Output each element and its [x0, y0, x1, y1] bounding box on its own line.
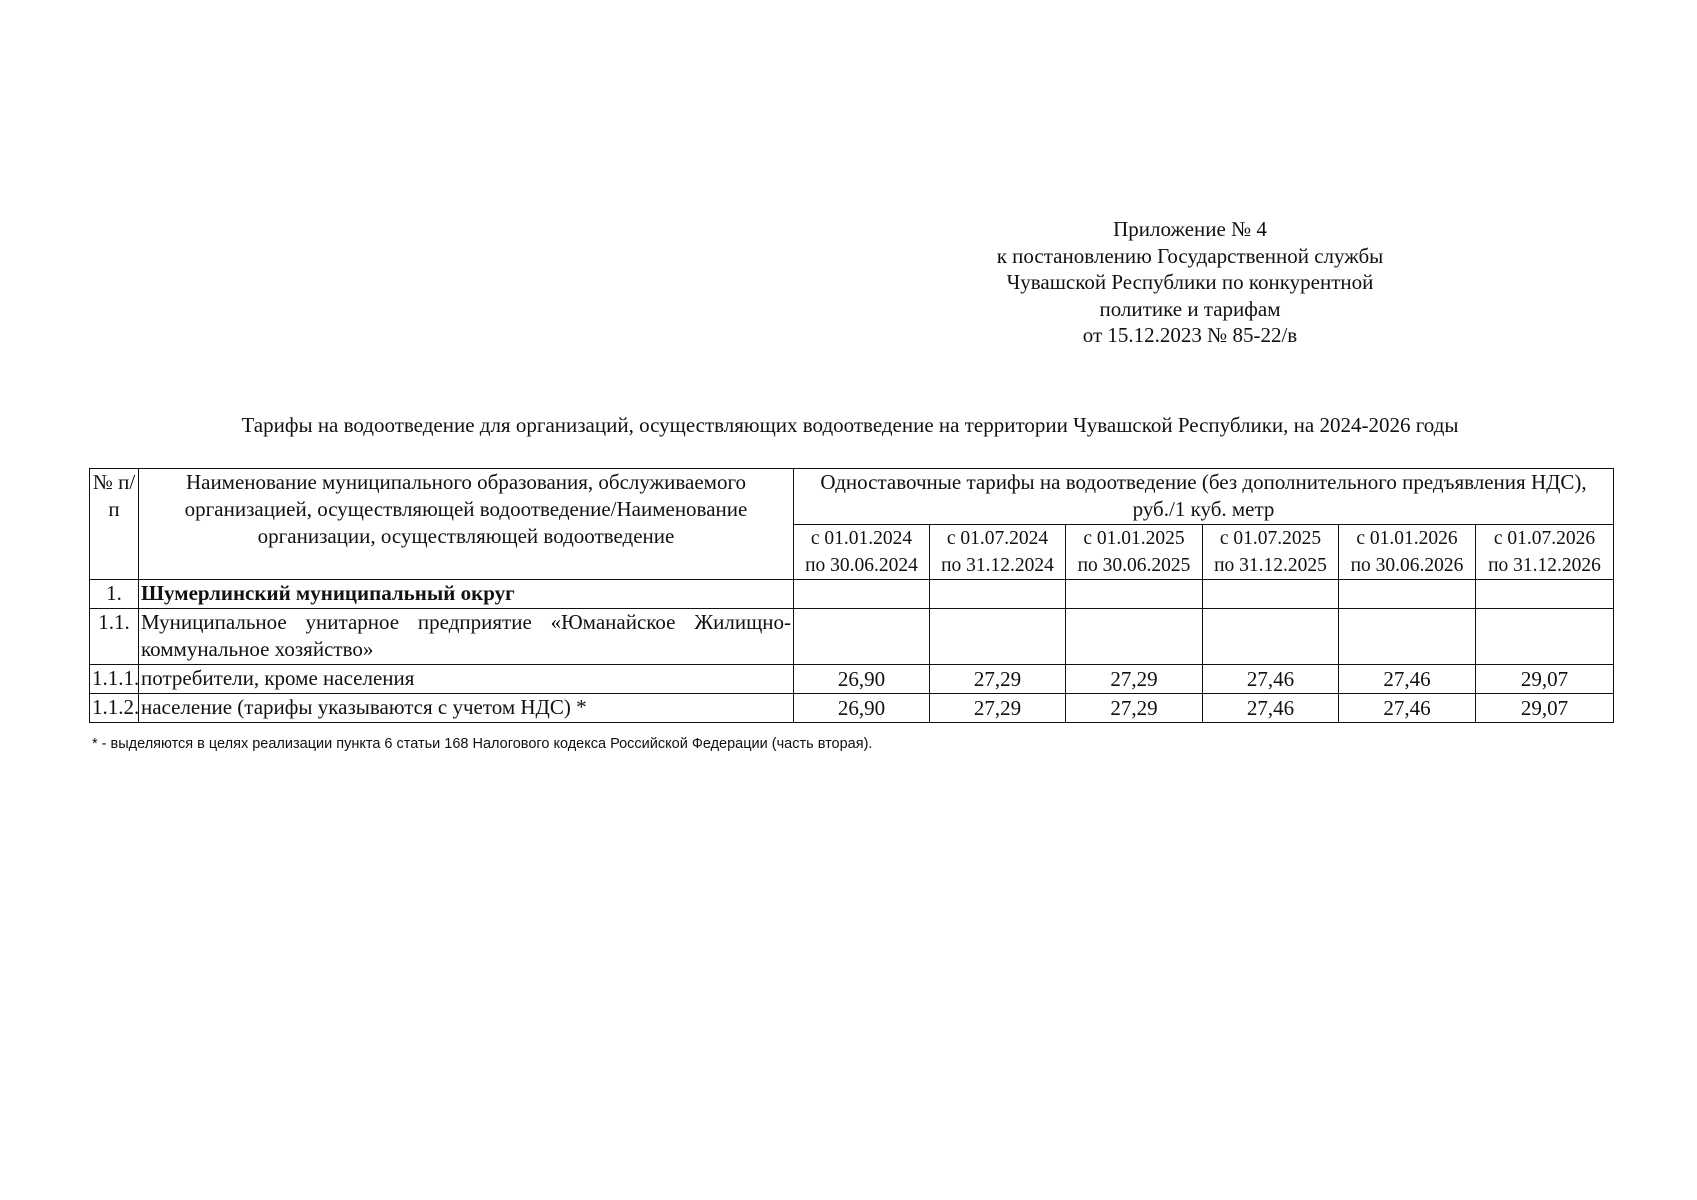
- document-title: Тарифы на водоотведение для организаций, осуществляющих водоотведение на территории Чувашской Республики, на 2024-2026 годы: [241, 413, 1459, 437]
- row-value: 27,29: [930, 665, 1066, 694]
- row-value: [1066, 609, 1203, 665]
- header-name: Наименование муниципального образования, обслуживаемого организацией, осуществляющей водоотведение/Наименование организации, осуществляющей водоотведение: [139, 469, 794, 580]
- row-value: [1339, 609, 1476, 665]
- row-value: 27,29: [1066, 694, 1203, 723]
- row-value: 27,46: [1339, 665, 1476, 694]
- row-value: [1203, 580, 1339, 609]
- row-value: 26,90: [794, 694, 930, 723]
- row-value: [1476, 580, 1614, 609]
- table-row: [90, 580, 1614, 609]
- table-row: [90, 665, 1614, 694]
- footnote: * - выделяются в целях реализации пункта 6 статьи 168 Налогового кодекса Российской Федерации (часть вторая).: [92, 736, 873, 752]
- appendix-line: от 15.12.2023 № 85-22/в: [1082, 323, 1298, 347]
- header-period: с 01.07.2025 по 31.12.2025: [1203, 525, 1339, 580]
- row-value: 29,07: [1476, 665, 1614, 694]
- row-value: 27,29: [1066, 665, 1203, 694]
- row-value: 26,90: [794, 665, 930, 694]
- row-value: 27,46: [1203, 665, 1339, 694]
- row-number: 1.1.2.: [90, 694, 139, 723]
- row-value: 27,29: [930, 694, 1066, 723]
- row-name: население (тарифы указываются с учетом НДС) *: [139, 694, 794, 723]
- row-value: [1339, 580, 1476, 609]
- row-value: 29,07: [1476, 694, 1614, 723]
- header-number: № п/п: [90, 469, 139, 580]
- row-name: потребители, кроме населения: [139, 665, 794, 694]
- appendix-line: Приложение № 4: [1113, 217, 1267, 241]
- table-header-row: [90, 469, 1614, 525]
- row-value: [1203, 609, 1339, 665]
- row-value: 27,46: [1339, 694, 1476, 723]
- appendix-line: к постановлению Государственной службы: [996, 243, 1384, 268]
- appendix-line: Чувашской Республики по конкурентной: [1006, 270, 1374, 294]
- row-name: Шумерлинский муниципальный округ: [139, 580, 794, 609]
- header-tariff-group: Одноставочные тарифы на водоотведение (без дополнительного предъявления НДС), руб./1 куб. метр: [794, 469, 1614, 525]
- row-value: [1476, 609, 1614, 665]
- row-value: 27,46: [1203, 694, 1339, 723]
- header-period: с 01.01.2025 по 30.06.2025: [1066, 525, 1203, 580]
- header-period: с 01.07.2024 по 31.12.2024: [930, 525, 1066, 580]
- table-row: [90, 694, 1614, 723]
- header-period: с 01.07.2026 по 31.12.2026: [1476, 525, 1614, 580]
- row-name: Муниципальное унитарное предприятие «Юманайское Жилищно-коммунальное хозяйство»: [139, 609, 794, 665]
- row-number: 1.1.: [90, 609, 139, 665]
- tariff-table: [89, 468, 1614, 723]
- row-number: 1.: [90, 580, 139, 609]
- table-row: [90, 609, 1614, 665]
- row-value: [930, 609, 1066, 665]
- appendix-block: [980, 216, 1400, 349]
- row-number: 1.1.1.: [90, 665, 139, 694]
- row-value: [930, 580, 1066, 609]
- header-period: с 01.01.2026 по 30.06.2026: [1339, 525, 1476, 580]
- row-value: [1066, 580, 1203, 609]
- row-value: [794, 580, 930, 609]
- row-value: [794, 609, 930, 665]
- header-period: с 01.01.2024 по 30.06.2024: [794, 525, 930, 580]
- appendix-line: политике и тарифам: [1099, 296, 1281, 321]
